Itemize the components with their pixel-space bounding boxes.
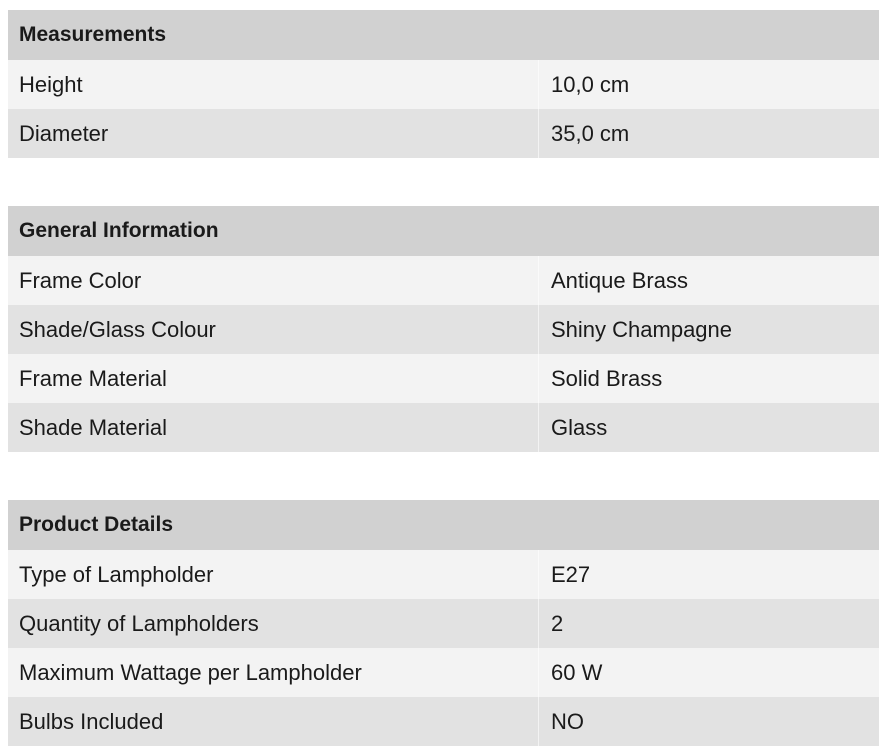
- row-value: 60 W: [538, 648, 879, 697]
- row-label: Diameter: [19, 120, 109, 146]
- row-value: Solid Brass: [538, 354, 879, 403]
- row-value: 2: [538, 599, 879, 648]
- row-value: NO: [538, 697, 879, 746]
- row-label: Shade/Glass Colour: [19, 316, 216, 342]
- row-value: Antique Brass: [538, 256, 879, 305]
- table-row: [8, 599, 879, 648]
- row-label: Frame Color: [19, 267, 142, 293]
- section-title: Measurements: [19, 23, 167, 46]
- row-label: Maximum Wattage per Lampholder: [19, 659, 362, 685]
- row-label: Frame Material: [19, 365, 167, 391]
- row-value: 35,0 cm: [538, 109, 879, 158]
- product-details-header: [8, 500, 879, 550]
- row-value: Shiny Champagne: [538, 305, 879, 354]
- table-row: [8, 109, 879, 158]
- table-row: [8, 305, 879, 354]
- row-label: Type of Lampholder: [19, 561, 214, 587]
- row-label: Height: [19, 71, 83, 97]
- table-row: [8, 60, 879, 109]
- table-row: [8, 403, 879, 452]
- table-row: [8, 256, 879, 305]
- row-value: Glass: [538, 403, 879, 452]
- table-row: [8, 354, 879, 403]
- section-title: General Information: [19, 219, 219, 242]
- section-title: Product Details: [19, 513, 174, 536]
- table-row: [8, 648, 879, 697]
- row-label: Shade Material: [19, 414, 167, 440]
- measurements-header: [8, 10, 879, 60]
- measurements-table: [8, 10, 879, 158]
- product-details-table: [8, 500, 879, 746]
- row-value: 10,0 cm: [538, 60, 879, 109]
- table-row: [8, 697, 879, 746]
- row-value: E27: [538, 550, 879, 599]
- general-information-header: [8, 206, 879, 256]
- row-label: Bulbs Included: [19, 708, 164, 734]
- table-row: [8, 550, 879, 599]
- general-information-table: [8, 206, 879, 452]
- row-label: Quantity of Lampholders: [19, 610, 259, 636]
